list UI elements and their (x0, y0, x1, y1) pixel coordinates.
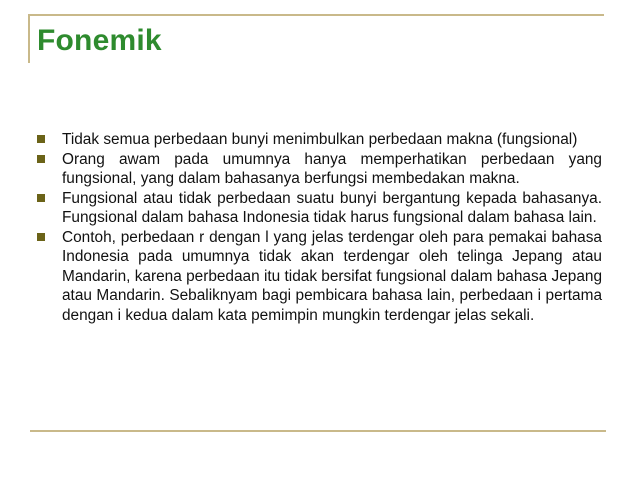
bullet-text: Fungsional atau tidak perbedaan suatu bunyi bergantung kepada bahasanya. Fungsional dalam bahasa Indonesia tidak harus fungsional dalam bahasa lain. (62, 189, 602, 226)
bullet-list (36, 130, 602, 325)
bullet-item (36, 228, 602, 326)
bullet-text: Orang awam pada umumnya hanya memperhatikan perbedaan yang fungsional, yang dalam bahasanya berfungsi membedakan makna. (62, 150, 602, 187)
top-divider (30, 14, 604, 16)
bullet-text: Tidak semua perbedaan bunyi menimbulkan perbedaan makna (fungsional) (62, 131, 578, 148)
square-bullet-icon (37, 155, 45, 163)
bullet-item (36, 189, 602, 228)
bullet-text: Contoh, perbedaan r dengan l yang jelas terdengar oleh para pemakai bahasa Indonesia pada umumnya tidak akan terdengar oleh telinga Jepang atau Mandarin, karena perbedaan itu tidak bersifat fungsional dalam bahasa Jepang atau Mandarin. Sebaliknyam bagi pembicara bahasa lain, perbedaan i pertama dengan i kedua dalam kata pemimpin mungkin terdengar jelas sekali. (62, 228, 602, 324)
square-bullet-icon (37, 233, 45, 241)
bullet-item (36, 150, 602, 189)
square-bullet-icon (37, 194, 45, 202)
slide-title: Fonemik (37, 24, 162, 57)
bottom-divider (30, 430, 606, 432)
bullet-item (36, 130, 602, 150)
title-accent-bar (28, 14, 30, 63)
square-bullet-icon (37, 135, 45, 143)
